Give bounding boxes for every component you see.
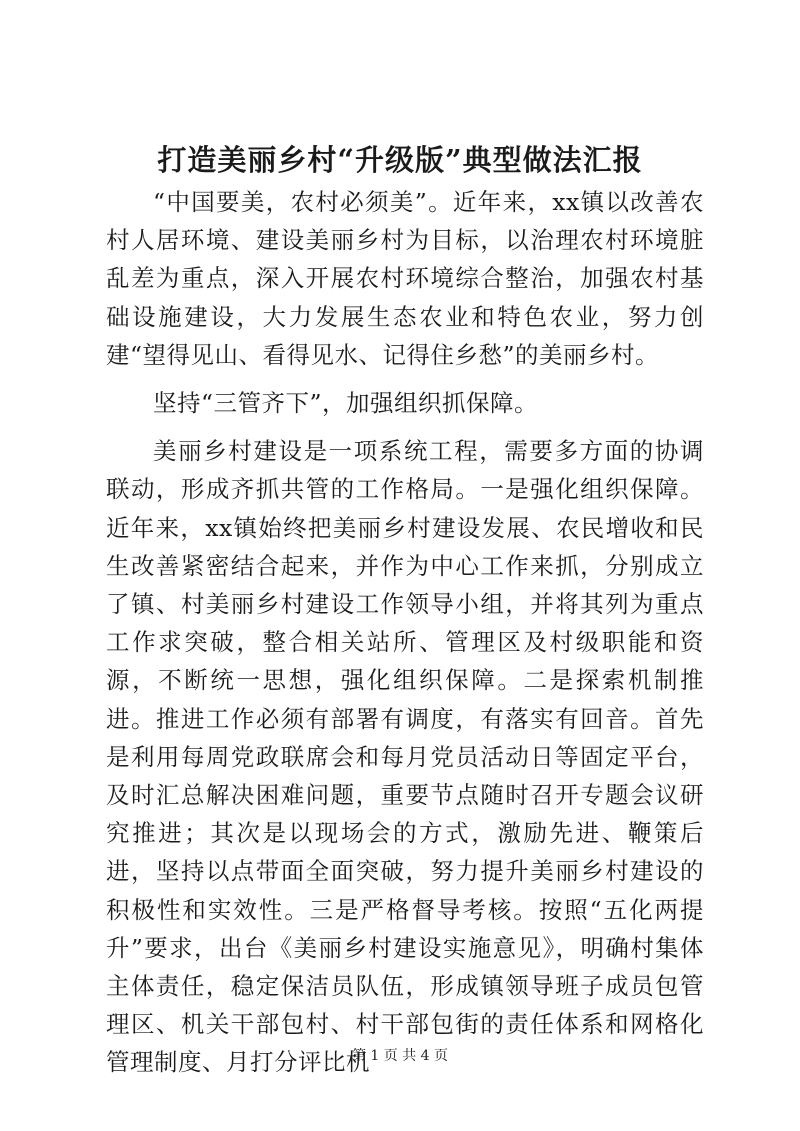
paragraph-organization: 美丽乡村建设是一项系统工程，需要多方面的协调联动，形成齐抓共管的工作格局。一是强化组织保障。近年来，xx镇始终把美丽乡村建设发展、农民增收和民生改善紧密结合起来，并作为中心工作来抓，分别成立了镇、村美丽乡村建设工作领导小组，并将其列为重点工作求突破，整合相关站所、管理区及村级职能和资源，不断统一思想，强化组织保障。二是探索机制推进。推进工作必须有部署有调度，有落实有回音。首先是利用每周党政联席会和每月党员活动日等固定平台，及时汇总解决困难问题，重要节点随时召开专题会议研究推进；其次是以现场会的方式，激励先进、鞭策后进，坚持以点带面全面突破，努力提升美丽乡村建设的积极性和实效性。三是严格督导考核。按照“五化两提升”要求，出台《美丽乡村建设实施意见》，明确村集体主体责任，稳定保洁员队伍，形成镇领导班子成员包管理区、机关干部包村、村干部包街的责任体系和网格化管理制度、月打分评比机: [106, 437, 704, 1077]
section-heading: 坚持“三管齐下”，加强组织抓保障。: [153, 389, 539, 418]
page-footer: 第 1 页 共 4 页: [351, 1048, 449, 1064]
document-title: 打造美丽乡村“升级版”典型做法汇报: [157, 143, 643, 177]
document-body: [106, 183, 704, 1094]
paragraph-intro: “中国要美，农村必须美”。近年来，xx镇以改善农村人居环境、建设美丽乡村为目标，以治理农村环境脏乱差为重点，深入开展农村环境综合整治，加强农村基础设施建设，大力发展生态农业和特色农业，努力创建“望得见山、看得见水、记得住乡愁”的美丽乡村。: [106, 188, 704, 369]
